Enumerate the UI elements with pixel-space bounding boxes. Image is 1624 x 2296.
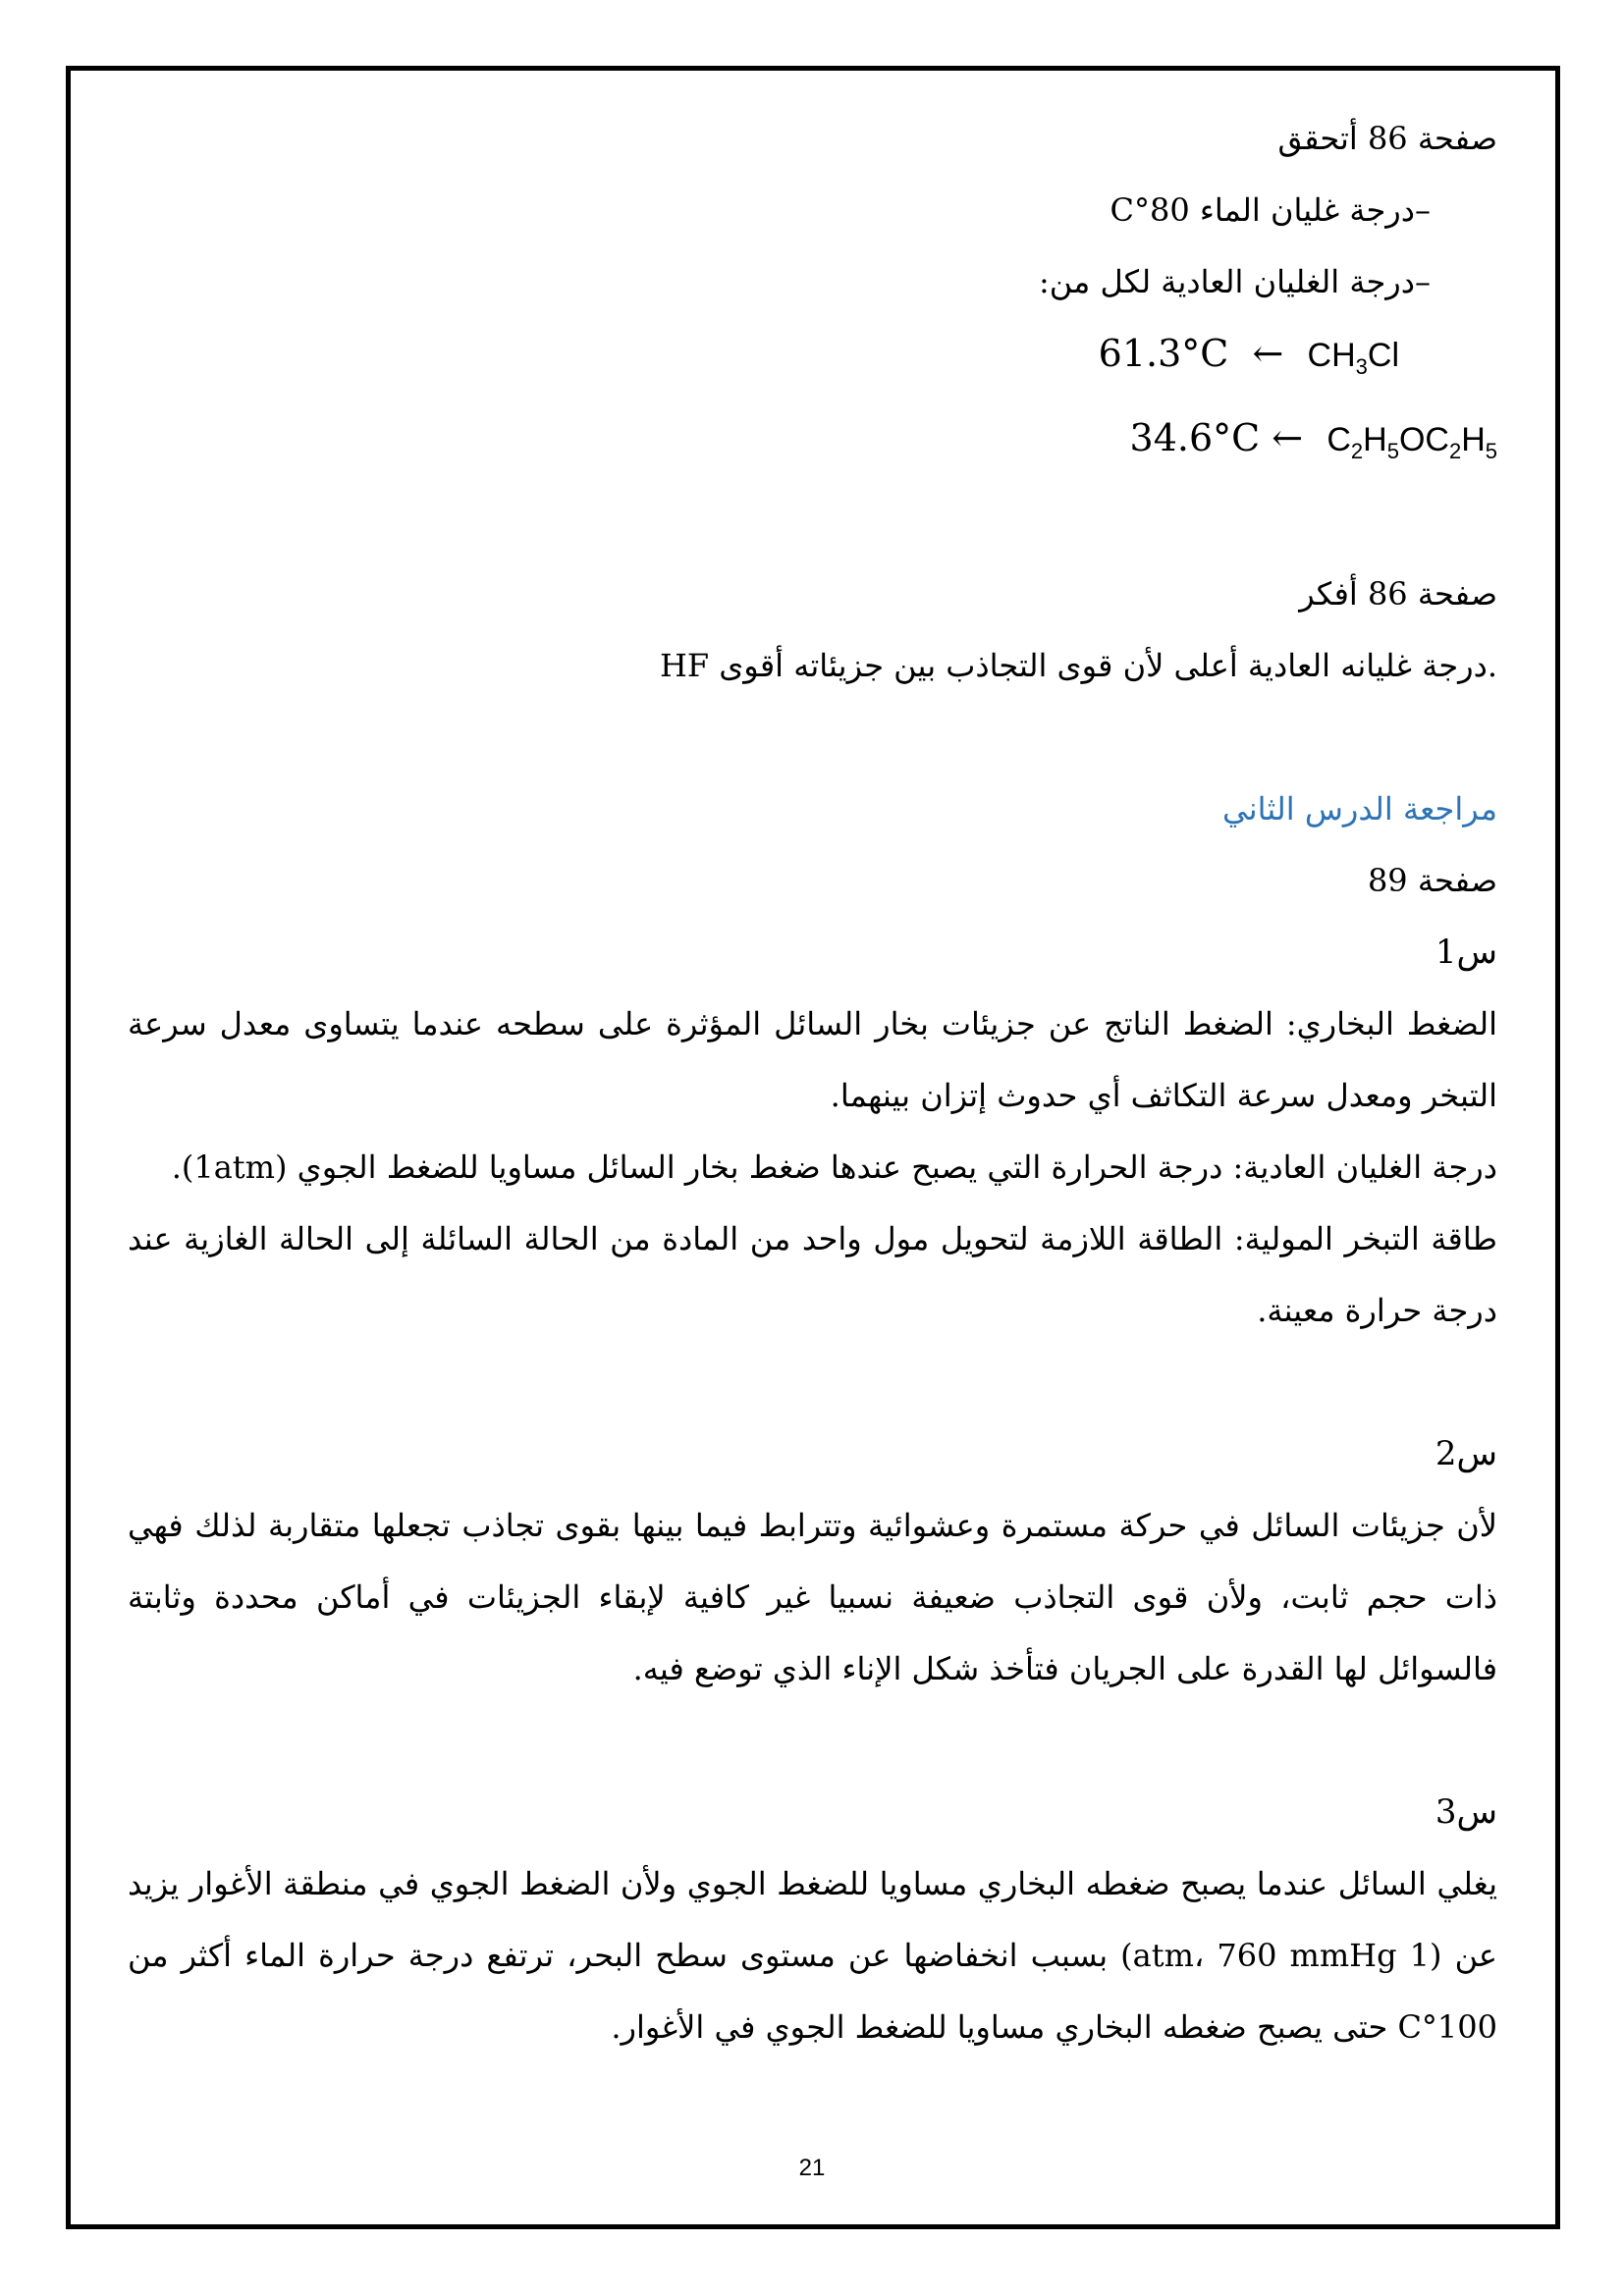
answer-question-2: لأن جزيئات السائل في حركة مستمرة وعشوائية وتترابط فيما بينها بقوى تجاذب تجعلها متقاربة لذلك فهي ذات حجم ثابت، ولأن قوى التجاذب ضعيفة نسبيا غير كافية لإبقاء الجزيئات في أماكن محددة وثابتة فالسوائل لها القدرة على الجريان فتأخذ شكل الإناء الذي توضع فيه. (128, 1506, 1498, 1687)
page-content (128, 103, 1497, 2063)
think-heading: صفحة 86 أفكر (1299, 574, 1497, 613)
list-item-boiling-water (128, 175, 1497, 246)
boiling-value: 34.6°C (1129, 415, 1261, 459)
answer-normal-boiling-point: درجة الغليان العادية: درجة الحرارة التي يصبح عندها ضغط بخار السائل مساويا للضغط الجوي (1atm). (171, 1148, 1497, 1186)
arrow-left-icon: ← (1272, 415, 1304, 459)
question-2-label: س2 (1435, 1433, 1497, 1473)
dash-bullet: – (1415, 263, 1431, 300)
think-answer: HF درجة غليانه العادية أعلى لأن قوى التجاذب بين جزيئاته أقوى. (659, 646, 1497, 684)
list-item-text: درجة الغليان العادية لكل من: (1039, 263, 1415, 300)
question-3-label: س3 (1435, 1791, 1497, 1832)
review-heading: مراجعة الدرس الثاني (1222, 789, 1497, 828)
list-item-normal-boiling (128, 246, 1497, 318)
list-item-text: درجة غليان الماء 80°C (1110, 191, 1415, 229)
page-number: 21 (798, 2155, 826, 2181)
page-ref-heading: صفحة 89 (1367, 861, 1497, 899)
chemical-formula: $C_2H_5OC_2H_5$ (1326, 420, 1497, 463)
chem-row-c2h5oc2h5 (128, 402, 1497, 487)
answer-question-3: يغلي السائل عندما يصبح ضغطه البخاري مساويا للضغط الجوي ولأن الضغط الجوي في منطقة الأغوار يزيد عن (1 atm، 760 mmHg) بسبب انخفاضها عن مستوى سطح البحر، ترتفع درجة حرارة الماء أكثر من 100°C حتى يصبح ضغطه البخاري مساويا للضغط الجوي في الأغوار. (128, 1864, 1498, 2046)
question-1-label: س1 (1435, 932, 1497, 972)
arrow-left-icon: ← (1252, 332, 1284, 375)
answer-vapor-pressure: الضغط البخاري: الضغط الناتج عن جزيئات بخار السائل المؤثرة على سطحه عندما يتساوى معدل سرعة التبخر ومعدل سرعة التكاثف أي حدوث إتزان بينهما. (128, 1004, 1497, 1114)
chem-row-ch3cl (128, 318, 1497, 402)
chemical-formula: $CH_3Cl$ (1307, 337, 1399, 379)
dash-bullet: – (1415, 191, 1431, 229)
answer-molar-vaporization: طاقة التبخر المولية: الطاقة اللازمة لتحويل مول واحد من المادة من الحالة السائلة إلى الحالة الغازية عند درجة حرارة معينة. (128, 1219, 1497, 1329)
boiling-value: 61.3°C (1098, 332, 1229, 375)
check-heading: صفحة 86 أتحقق (1277, 120, 1497, 157)
